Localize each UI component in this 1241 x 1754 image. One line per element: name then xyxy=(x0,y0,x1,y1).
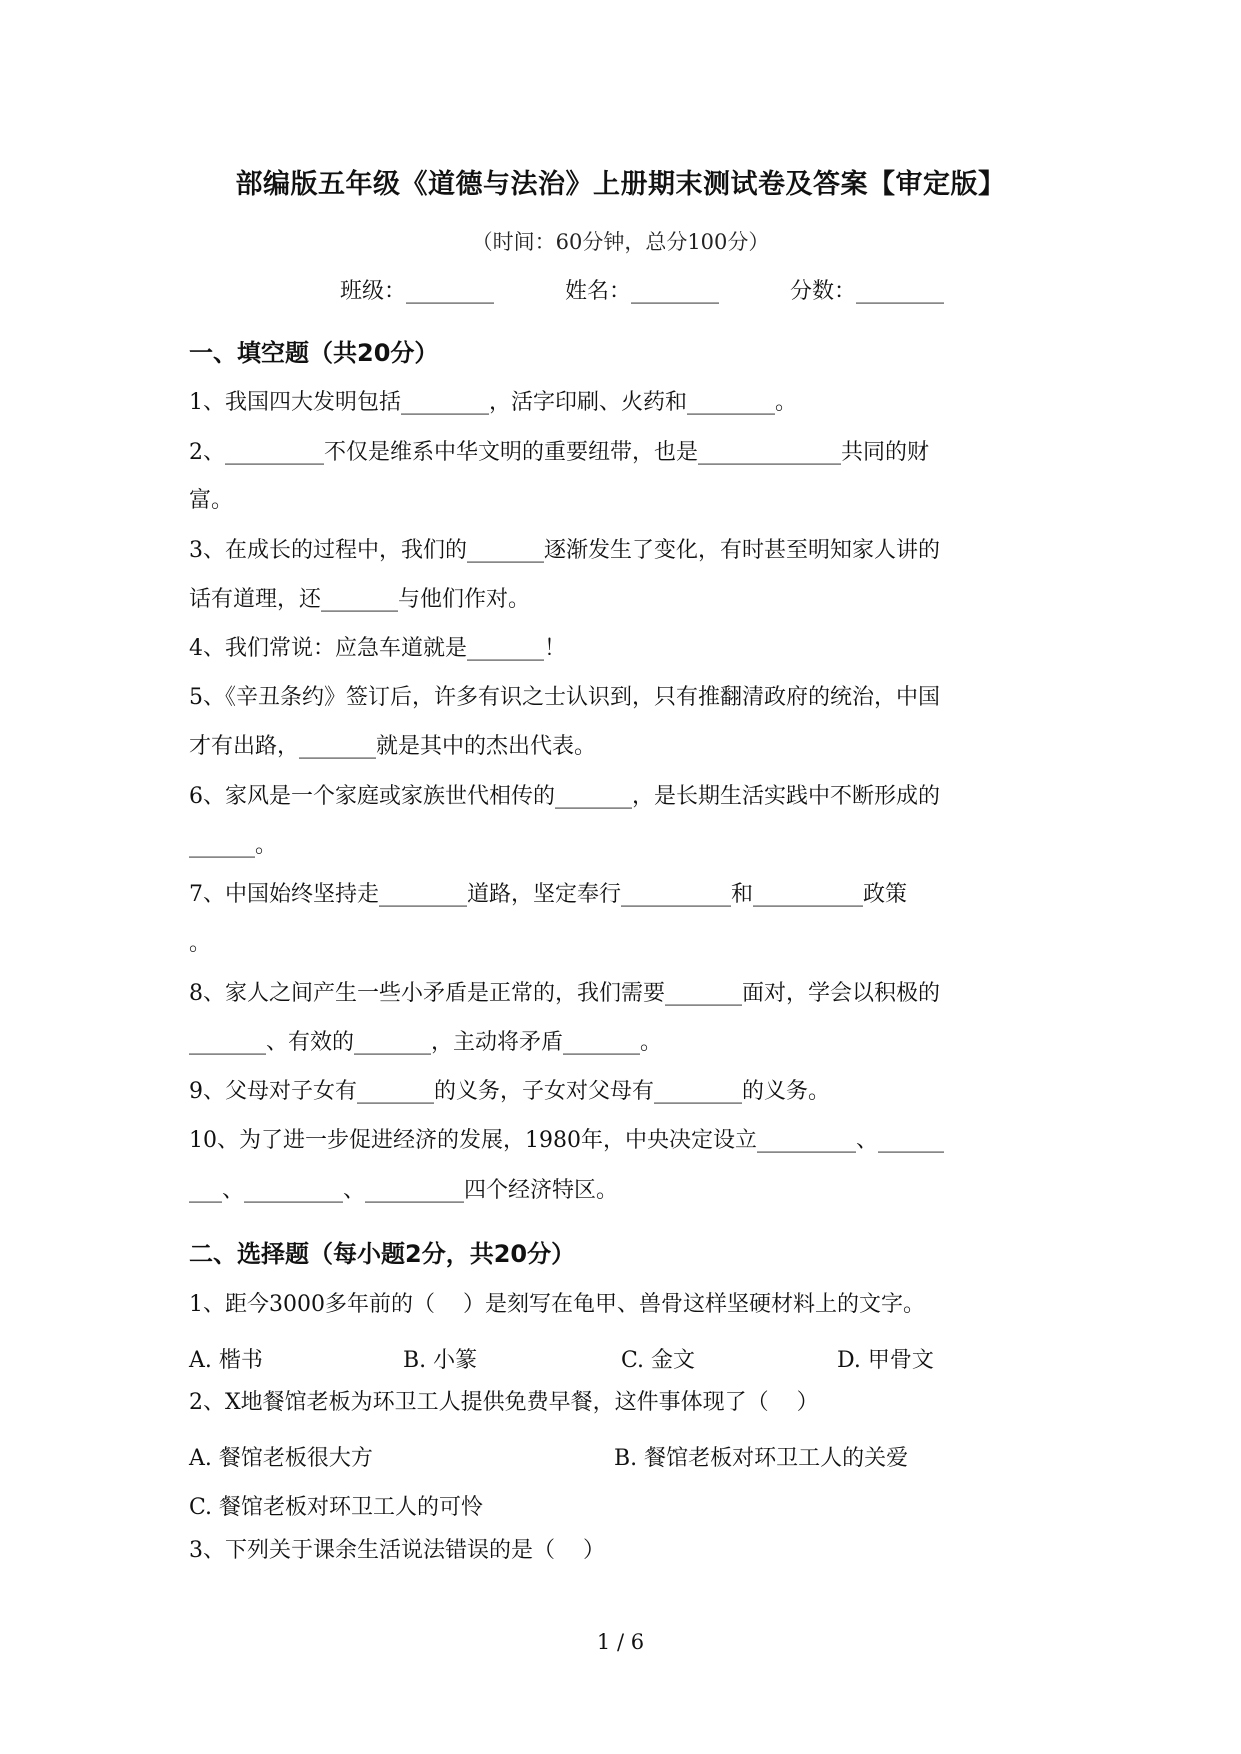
fill-question-line: 2、_________不仅是维系中华文明的重要纽带，也是_____________共同的财 xyxy=(189,440,929,465)
q2-option-c[interactable]: C. 餐馆老板对环卫工人的可怜 xyxy=(189,1495,484,1520)
name-field[interactable]: 姓名：________ xyxy=(565,279,720,304)
fill-question-line: 9、父母对子女有_______的义务，子女对父母有________的义务。 xyxy=(189,1079,830,1104)
section-fill-heading: 一、填空题（共20分） xyxy=(189,339,439,367)
fill-question-line: 6、家风是一个家庭或家族世代相传的_______，是长期生活实践中不断形成的 xyxy=(189,784,940,809)
choice-question-1: 1、距今3000多年前的（ ）是刻写在龟甲、兽骨这样坚硬材料上的文字。 xyxy=(189,1292,925,1317)
fill-question-line: _______、有效的_______，主动将矛盾_______。 xyxy=(189,1030,663,1055)
q2-option-b[interactable]: B. 餐馆老板对环卫工人的关爱 xyxy=(614,1446,909,1471)
q1-option-d[interactable]: D. 甲骨文 xyxy=(837,1348,934,1373)
page-number: 1 / 6 xyxy=(596,1630,645,1654)
fill-question-line: 10、为了进一步促进经济的发展，1980年，中央决定设立_________、______ xyxy=(189,1128,944,1153)
fill-question-line: 才有出路，_______就是其中的杰出代表。 xyxy=(189,734,597,759)
fill-question-line: ___、_________、_________四个经济特区。 xyxy=(189,1178,619,1203)
q1-option-c[interactable]: C. 金文 xyxy=(621,1348,696,1373)
choice-question-3: 3、下列关于课余生活说法错误的是（ ） xyxy=(189,1538,605,1563)
score-field[interactable]: 分数：________ xyxy=(790,279,945,304)
fill-question-line: 3、在成长的过程中，我们的_______逐渐发生了变化，有时甚至明知家人讲的 xyxy=(189,538,940,563)
section-choice-heading: 二、选择题（每小题2分，共20分） xyxy=(189,1240,576,1268)
exam-subtitle: （时间：60分钟，总分100分） xyxy=(471,230,770,254)
q1-option-a[interactable]: A. 楷书 xyxy=(189,1348,263,1373)
fill-question-line: 话有道理，还_______与他们作对。 xyxy=(189,587,531,612)
fill-question-line: 5、《辛丑条约》签订后，许多有识之士认识到，只有推翻清政府的统治，中国 xyxy=(189,685,940,710)
q1-option-b[interactable]: B. 小篆 xyxy=(403,1348,478,1373)
fill-question-line: 7、中国始终坚持走________道路，坚定奉行__________和__________政策 xyxy=(189,882,907,907)
q2-option-a[interactable]: A. 餐馆老板很大方 xyxy=(189,1446,373,1471)
class-field[interactable]: 班级：________ xyxy=(340,279,495,304)
choice-question-2: 2、X地餐馆老板为环卫工人提供免费早餐，这件事体现了（ ） xyxy=(189,1390,819,1415)
fill-question-line: 1、我国四大发明包括________，活字印刷、火药和________。 xyxy=(189,390,797,415)
fill-question-line: 。 xyxy=(189,931,212,956)
fill-question-line: 8、家人之间产生一些小矛盾是正常的，我们需要_______面对，学会以积极的 xyxy=(189,981,940,1006)
exam-title: 部编版五年级《道德与法治》上册期末测试卷及答案【审定版】 xyxy=(235,169,1006,200)
fill-question-line: ______。 xyxy=(189,833,278,858)
fill-question-line: 富。 xyxy=(189,488,234,513)
fill-question-line: 4、我们常说：应急车道就是_______！ xyxy=(189,636,566,661)
